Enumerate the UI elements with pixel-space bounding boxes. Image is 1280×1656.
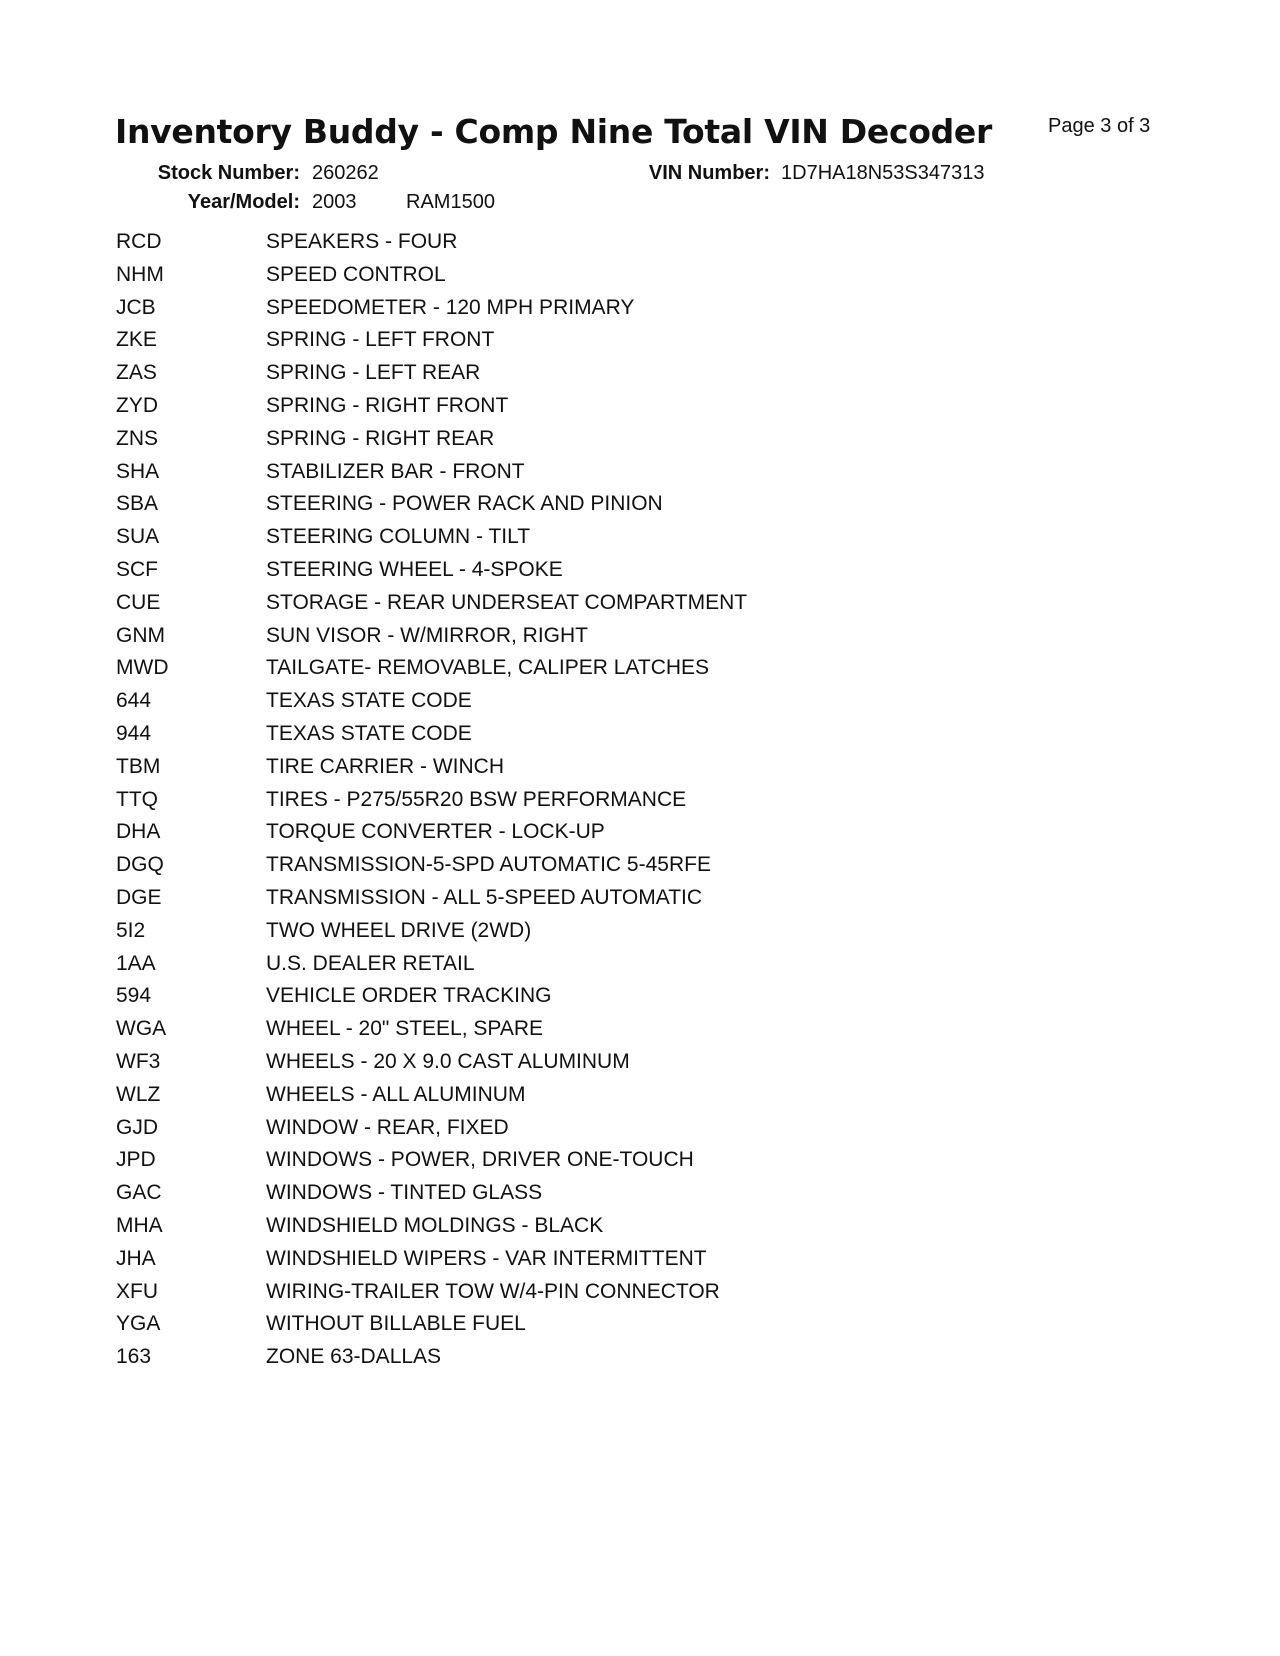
option-description: SPEED CONTROL [266, 262, 446, 286]
option-description: STEERING COLUMN - TILT [266, 525, 531, 549]
option-description: WINDSHIELD MOLDINGS - BLACK [266, 1213, 604, 1237]
option-code-row [116, 853, 747, 886]
option-code-row [116, 624, 747, 657]
option-code: WLZ [116, 1082, 161, 1106]
option-code-row [116, 820, 747, 853]
option-code-row [116, 1312, 747, 1345]
option-code-row [116, 1181, 747, 1214]
option-description: WINDOW - REAR, FIXED [266, 1115, 509, 1139]
option-code-row [116, 525, 747, 558]
option-code: ZKE [116, 328, 157, 352]
option-description: STEERING WHEEL - 4-SPOKE [266, 557, 563, 581]
option-code-row [116, 952, 747, 985]
option-code: WF3 [116, 1049, 161, 1073]
option-code: 163 [116, 1345, 152, 1369]
page-title: Inventory Buddy - Comp Nine Total VIN Decoder [115, 112, 992, 151]
option-code-list [116, 230, 747, 1378]
option-code: DHA [116, 820, 161, 844]
model-value: RAM1500 [406, 191, 495, 213]
option-code-row [116, 361, 747, 394]
option-code-row [116, 788, 747, 821]
option-code: 594 [116, 984, 152, 1008]
option-code: JCB [116, 295, 156, 319]
option-code-row [116, 1017, 747, 1050]
option-code-row [116, 296, 747, 329]
option-description: WHEEL - 20" STEEL, SPARE [266, 1017, 544, 1041]
option-code-row [116, 656, 747, 689]
option-code: GJD [116, 1115, 158, 1139]
option-code: CUE [116, 590, 161, 614]
option-code: DGQ [116, 853, 164, 877]
option-code: SHA [116, 459, 160, 483]
option-code: 944 [116, 721, 152, 745]
option-description: SPRING - LEFT REAR [266, 361, 481, 385]
option-code: GAC [116, 1181, 162, 1205]
option-description: SPRING - RIGHT FRONT [266, 393, 509, 417]
option-code: XFU [116, 1279, 158, 1303]
option-code-row [116, 328, 747, 361]
stock-number-label: Stock Number: [157, 162, 300, 184]
option-description: ZONE 63-DALLAS [266, 1345, 442, 1369]
option-code: ZYD [116, 393, 158, 417]
option-code-row [116, 886, 747, 919]
option-description: WINDOWS - TINTED GLASS [266, 1181, 543, 1205]
option-code: TBM [116, 754, 161, 778]
option-code-row [116, 984, 747, 1017]
option-code-row [116, 689, 747, 722]
option-code: RCD [116, 230, 162, 253]
option-description: VEHICLE ORDER TRACKING [266, 984, 552, 1008]
option-description: WHEELS - ALL ALUMINUM [266, 1082, 526, 1106]
option-code-row [116, 1214, 747, 1247]
option-code-row [116, 755, 747, 788]
option-description: WINDOWS - POWER, DRIVER ONE-TOUCH [266, 1148, 694, 1172]
option-description: STEERING - POWER RACK AND PINION [266, 492, 663, 516]
option-description: TIRE CARRIER - WINCH [266, 754, 504, 778]
option-code-row [116, 1345, 747, 1378]
option-description: SPRING - LEFT FRONT [266, 328, 495, 352]
option-code: 1AA [116, 951, 156, 975]
year-model-label: Year/Model: [187, 191, 300, 213]
option-code-row [116, 460, 747, 493]
option-description: STORAGE - REAR UNDERSEAT COMPARTMENT [266, 590, 748, 614]
option-code: 5I2 [116, 918, 146, 942]
year-value: 2003 [312, 191, 357, 213]
option-code: DGE [116, 885, 162, 909]
option-code: MHA [116, 1213, 163, 1237]
stock-number-value: 260262 [312, 162, 379, 184]
option-description: STABILIZER BAR - FRONT [266, 459, 525, 483]
option-code-row [116, 1116, 747, 1149]
option-description: TIRES - P275/55R20 BSW PERFORMANCE [266, 787, 687, 811]
option-description: WITHOUT BILLABLE FUEL [266, 1312, 526, 1336]
option-code: TTQ [116, 787, 158, 811]
option-code-row [116, 492, 747, 525]
option-code-row [116, 1280, 747, 1313]
vin-number-label: VIN Number: [648, 162, 770, 184]
option-description: TEXAS STATE CODE [266, 689, 472, 713]
option-description: TWO WHEEL DRIVE (2WD) [266, 918, 532, 942]
option-description: TORQUE CONVERTER - LOCK-UP [266, 820, 605, 844]
option-code-row [116, 230, 747, 263]
option-description: U.S. DEALER RETAIL [266, 951, 475, 975]
option-code: NHM [116, 262, 164, 286]
option-description: TAILGATE- REMOVABLE, CALIPER LATCHES [266, 656, 710, 680]
option-code-row [116, 591, 747, 624]
option-code: MWD [116, 656, 169, 680]
option-description: SUN VISOR - W/MIRROR, RIGHT [266, 623, 588, 647]
option-description: TEXAS STATE CODE [266, 721, 472, 745]
option-code: WGA [116, 1017, 167, 1041]
option-description: WINDSHIELD WIPERS - VAR INTERMITTENT [266, 1246, 707, 1270]
option-code-row [116, 427, 747, 460]
option-description: TRANSMISSION-5-SPD AUTOMATIC 5-45RFE [266, 853, 711, 877]
option-description: SPEEDOMETER - 120 MPH PRIMARY [266, 295, 635, 319]
option-code: ZNS [116, 426, 158, 450]
page-number: Page 3 of 3 [1048, 115, 1151, 137]
option-code-row [116, 263, 747, 296]
option-description: WHEELS - 20 X 9.0 CAST ALUMINUM [266, 1049, 630, 1073]
option-description: SPRING - RIGHT REAR [266, 426, 495, 450]
option-code: JHA [116, 1246, 156, 1270]
option-code: GNM [116, 623, 165, 647]
option-code-row [116, 1247, 747, 1280]
option-code-row [116, 919, 747, 952]
option-code-row [116, 1083, 747, 1116]
option-code: YGA [116, 1312, 161, 1336]
option-code: JPD [116, 1148, 156, 1172]
option-code: SBA [116, 492, 159, 516]
option-code: SUA [116, 525, 160, 549]
option-description: TRANSMISSION - ALL 5-SPEED AUTOMATIC [266, 885, 703, 909]
option-description: SPEAKERS - FOUR [266, 230, 458, 253]
option-code: 644 [116, 689, 152, 713]
vin-number-value: 1D7HA18N53S347313 [781, 162, 985, 184]
option-code: ZAS [116, 361, 157, 385]
option-code: SCF [116, 557, 158, 581]
option-code-row [116, 394, 747, 427]
option-code-row [116, 1050, 747, 1083]
option-description: WIRING-TRAILER TOW W/4-PIN CONNECTOR [266, 1279, 720, 1303]
option-code-row [116, 722, 747, 755]
option-code-row [116, 1148, 747, 1181]
option-code-row [116, 558, 747, 591]
